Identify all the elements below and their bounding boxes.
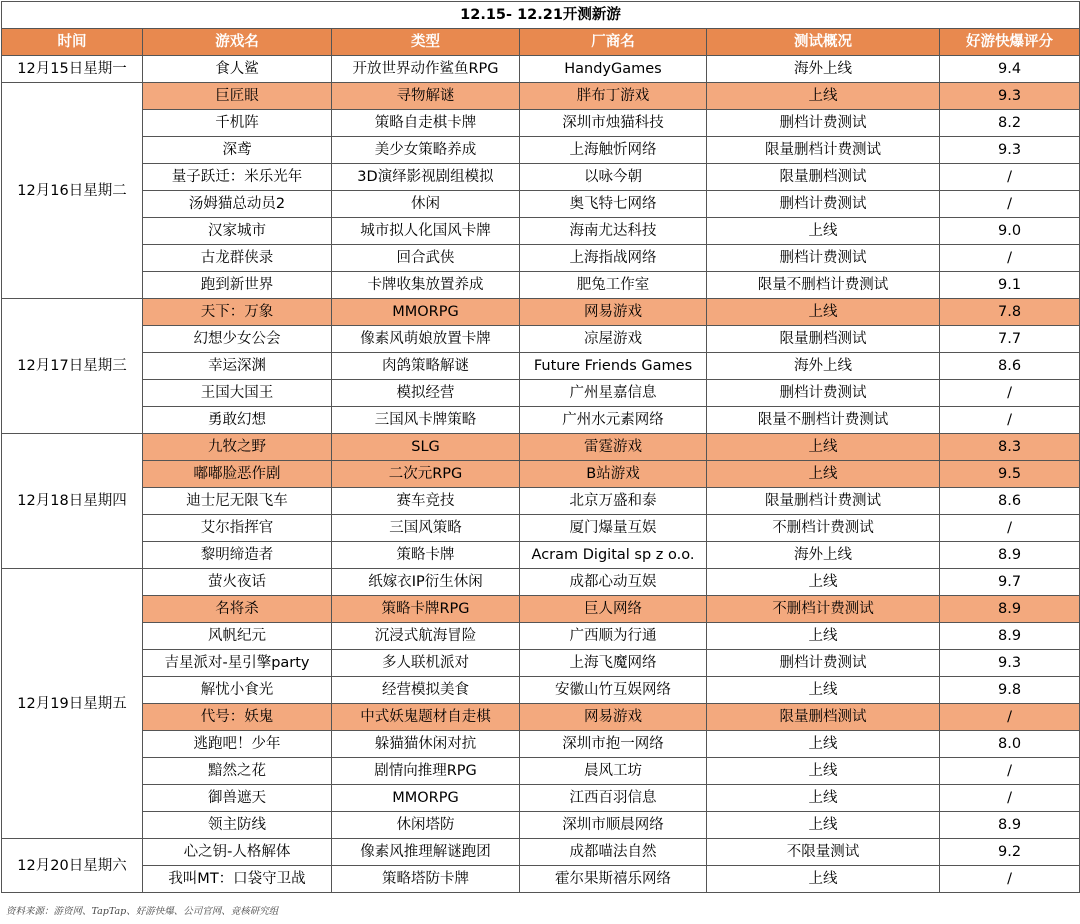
test-status-cell: 删档计费测试 bbox=[707, 245, 940, 272]
test-status-cell: 上线 bbox=[707, 812, 940, 839]
game-name-cell: 代号：妖鬼 bbox=[143, 704, 332, 731]
score-cell: 9.4 bbox=[940, 56, 1080, 83]
game-type-cell: 纸嫁衣IP衍生休闲 bbox=[332, 569, 520, 596]
game-name-cell: 名将杀 bbox=[143, 596, 332, 623]
score-cell: / bbox=[940, 758, 1080, 785]
score-cell: 9.0 bbox=[940, 218, 1080, 245]
game-type-cell: 三国风卡牌策略 bbox=[332, 407, 520, 434]
game-type-cell: 二次元RPG bbox=[332, 461, 520, 488]
date-cell: 12月16日星期二 bbox=[2, 83, 143, 299]
date-cell: 12月19日星期五 bbox=[2, 569, 143, 839]
table-row bbox=[2, 542, 1080, 569]
test-status-cell: 海外上线 bbox=[707, 56, 940, 83]
table-title: 12.15- 12.21开测新游 bbox=[2, 2, 1080, 29]
test-status-cell: 上线 bbox=[707, 434, 940, 461]
table-row bbox=[2, 218, 1080, 245]
test-status-cell: 限量删档计费测试 bbox=[707, 137, 940, 164]
score-cell: / bbox=[940, 164, 1080, 191]
test-status-cell: 上线 bbox=[707, 299, 940, 326]
vendor-cell: 巨人网络 bbox=[520, 596, 707, 623]
table-row bbox=[2, 515, 1080, 542]
table-row bbox=[2, 488, 1080, 515]
test-status-cell: 不删档计费测试 bbox=[707, 515, 940, 542]
score-cell: 9.5 bbox=[940, 461, 1080, 488]
table-row bbox=[2, 461, 1080, 488]
game-name-cell: 汉家城市 bbox=[143, 218, 332, 245]
game-type-cell: 三国风策略 bbox=[332, 515, 520, 542]
score-cell: 9.3 bbox=[940, 83, 1080, 110]
score-cell: 8.6 bbox=[940, 353, 1080, 380]
header-game-name: 游戏名 bbox=[143, 29, 332, 56]
test-status-cell: 上线 bbox=[707, 731, 940, 758]
table-row bbox=[2, 56, 1080, 83]
score-cell: / bbox=[940, 191, 1080, 218]
game-name-cell: 黎明缔造者 bbox=[143, 542, 332, 569]
game-type-cell: 策略卡牌RPG bbox=[332, 596, 520, 623]
game-type-cell: 策略塔防卡牌 bbox=[332, 866, 520, 893]
game-type-cell: 策略自走棋卡牌 bbox=[332, 110, 520, 137]
score-cell: 8.9 bbox=[940, 596, 1080, 623]
game-name-cell: 领主防线 bbox=[143, 812, 332, 839]
test-status-cell: 不限量测试 bbox=[707, 839, 940, 866]
game-name-cell: 风帆纪元 bbox=[143, 623, 332, 650]
game-type-cell: 休闲塔防 bbox=[332, 812, 520, 839]
game-name-cell: 量子跃迁：米乐光年 bbox=[143, 164, 332, 191]
header-score: 好游快爆评分 bbox=[940, 29, 1080, 56]
table-row bbox=[2, 191, 1080, 218]
score-cell: 9.8 bbox=[940, 677, 1080, 704]
vendor-cell: B站游戏 bbox=[520, 461, 707, 488]
vendor-cell: Future Friends Games bbox=[520, 353, 707, 380]
test-status-cell: 上线 bbox=[707, 83, 940, 110]
game-name-cell: 我叫MT：口袋守卫战 bbox=[143, 866, 332, 893]
vendor-cell: 广州水元素网络 bbox=[520, 407, 707, 434]
vendor-cell: Acram Digital sp z o.o. bbox=[520, 542, 707, 569]
vendor-cell: 厦门爆量互娱 bbox=[520, 515, 707, 542]
score-cell: / bbox=[940, 704, 1080, 731]
test-status-cell: 海外上线 bbox=[707, 353, 940, 380]
table-row bbox=[2, 434, 1080, 461]
vendor-cell: 霍尔果斯禧乐网络 bbox=[520, 866, 707, 893]
game-type-cell: 美少女策略养成 bbox=[332, 137, 520, 164]
table-row bbox=[2, 731, 1080, 758]
vendor-cell: 江西百羽信息 bbox=[520, 785, 707, 812]
game-type-cell: 经营模拟美食 bbox=[332, 677, 520, 704]
table-row bbox=[2, 380, 1080, 407]
score-cell: 8.6 bbox=[940, 488, 1080, 515]
game-type-cell: 像素风推理解谜跑团 bbox=[332, 839, 520, 866]
score-cell: 7.8 bbox=[940, 299, 1080, 326]
test-status-cell: 上线 bbox=[707, 218, 940, 245]
game-name-cell: 吉星派对-星引擎party bbox=[143, 650, 332, 677]
game-type-cell: SLG bbox=[332, 434, 520, 461]
date-cell: 12月20日星期六 bbox=[2, 839, 143, 893]
table-row bbox=[2, 137, 1080, 164]
game-type-cell: 沉浸式航海冒险 bbox=[332, 623, 520, 650]
vendor-cell: 胖布丁游戏 bbox=[520, 83, 707, 110]
score-cell: / bbox=[940, 380, 1080, 407]
table-row bbox=[2, 407, 1080, 434]
game-type-cell: 像素风萌娘放置卡牌 bbox=[332, 326, 520, 353]
test-status-cell: 限量删档计费测试 bbox=[707, 488, 940, 515]
score-cell: 8.9 bbox=[940, 812, 1080, 839]
date-cell: 12月15日星期一 bbox=[2, 56, 143, 83]
score-cell: 8.9 bbox=[940, 542, 1080, 569]
vendor-cell: 肥兔工作室 bbox=[520, 272, 707, 299]
table-row bbox=[2, 353, 1080, 380]
game-name-cell: 食人鲨 bbox=[143, 56, 332, 83]
vendor-cell: 深圳市烛猫科技 bbox=[520, 110, 707, 137]
score-cell: 9.1 bbox=[940, 272, 1080, 299]
score-cell: 8.3 bbox=[940, 434, 1080, 461]
game-name-cell: 古龙群侠录 bbox=[143, 245, 332, 272]
score-cell: 9.3 bbox=[940, 650, 1080, 677]
game-type-cell: 肉鸽策略解谜 bbox=[332, 353, 520, 380]
table-row bbox=[2, 758, 1080, 785]
date-cell: 12月17日星期三 bbox=[2, 299, 143, 434]
game-name-cell: 汤姆猫总动员2 bbox=[143, 191, 332, 218]
game-type-cell: 开放世界动作鲨鱼RPG bbox=[332, 56, 520, 83]
game-name-cell: 心之钥-人格解体 bbox=[143, 839, 332, 866]
table-row bbox=[2, 839, 1080, 866]
game-type-cell: 剧情向推理RPG bbox=[332, 758, 520, 785]
game-name-cell: 幸运深渊 bbox=[143, 353, 332, 380]
test-status-cell: 限量不删档计费测试 bbox=[707, 407, 940, 434]
table-row bbox=[2, 326, 1080, 353]
vendor-cell: 晨风工坊 bbox=[520, 758, 707, 785]
table-row bbox=[2, 812, 1080, 839]
game-name-cell: 天下：万象 bbox=[143, 299, 332, 326]
header-type: 类型 bbox=[332, 29, 520, 56]
game-name-cell: 黯然之花 bbox=[143, 758, 332, 785]
game-type-cell: 寻物解谜 bbox=[332, 83, 520, 110]
vendor-cell: 北京万盛和泰 bbox=[520, 488, 707, 515]
game-name-cell: 巨匠眼 bbox=[143, 83, 332, 110]
game-name-cell: 解忧小食光 bbox=[143, 677, 332, 704]
score-cell: / bbox=[940, 515, 1080, 542]
vendor-cell: 海南尤达科技 bbox=[520, 218, 707, 245]
score-cell: 9.7 bbox=[940, 569, 1080, 596]
game-name-cell: 勇敢幻想 bbox=[143, 407, 332, 434]
table-row bbox=[2, 650, 1080, 677]
table-row bbox=[2, 677, 1080, 704]
test-status-cell: 删档计费测试 bbox=[707, 110, 940, 137]
test-status-cell: 限量不删档计费测试 bbox=[707, 272, 940, 299]
table-row bbox=[2, 623, 1080, 650]
vendor-cell: 深圳市抱一网络 bbox=[520, 731, 707, 758]
game-type-cell: 赛车竞技 bbox=[332, 488, 520, 515]
vendor-cell: 广西顺为行通 bbox=[520, 623, 707, 650]
table-row bbox=[2, 272, 1080, 299]
table-row bbox=[2, 569, 1080, 596]
vendor-cell: 深圳市顺晨网络 bbox=[520, 812, 707, 839]
table-row bbox=[2, 299, 1080, 326]
game-type-cell: 卡牌收集放置养成 bbox=[332, 272, 520, 299]
game-type-cell: 中式妖鬼题材自走棋 bbox=[332, 704, 520, 731]
test-status-cell: 删档计费测试 bbox=[707, 191, 940, 218]
game-name-cell: 嘟嘟脸恶作剧 bbox=[143, 461, 332, 488]
source-note: 资料来源：游资网、TapTap、好游快爆、公司官网、竞核研究组 bbox=[6, 906, 279, 917]
vendor-cell: 网易游戏 bbox=[520, 704, 707, 731]
game-type-cell: 3D演绎影视剧组模拟 bbox=[332, 164, 520, 191]
table-row bbox=[2, 596, 1080, 623]
vendor-cell: 网易游戏 bbox=[520, 299, 707, 326]
game-name-cell: 萤火夜话 bbox=[143, 569, 332, 596]
game-name-cell: 王国大国王 bbox=[143, 380, 332, 407]
game-name-cell: 艾尔指挥官 bbox=[143, 515, 332, 542]
vendor-cell: 奥飞特七网络 bbox=[520, 191, 707, 218]
score-cell: 9.2 bbox=[940, 839, 1080, 866]
test-status-cell: 限量删档测试 bbox=[707, 164, 940, 191]
test-status-cell: 上线 bbox=[707, 623, 940, 650]
table-row bbox=[2, 110, 1080, 137]
game-type-cell: 策略卡牌 bbox=[332, 542, 520, 569]
score-cell: 9.3 bbox=[940, 137, 1080, 164]
game-name-cell: 千机阵 bbox=[143, 110, 332, 137]
game-name-cell: 逃跑吧！少年 bbox=[143, 731, 332, 758]
vendor-cell: 成都喵法自然 bbox=[520, 839, 707, 866]
test-status-cell: 限量删档测试 bbox=[707, 326, 940, 353]
vendor-cell: 上海指战网络 bbox=[520, 245, 707, 272]
vendor-cell: 凉屋游戏 bbox=[520, 326, 707, 353]
game-name-cell: 深鸢 bbox=[143, 137, 332, 164]
score-cell: / bbox=[940, 785, 1080, 812]
game-type-cell: 城市拟人化国风卡牌 bbox=[332, 218, 520, 245]
schedule-table bbox=[1, 1, 1080, 893]
table-row bbox=[2, 83, 1080, 110]
game-name-cell: 御兽遮天 bbox=[143, 785, 332, 812]
test-status-cell: 上线 bbox=[707, 461, 940, 488]
test-status-cell: 上线 bbox=[707, 758, 940, 785]
game-name-cell: 跑到新世界 bbox=[143, 272, 332, 299]
test-status-cell: 上线 bbox=[707, 677, 940, 704]
score-cell: / bbox=[940, 245, 1080, 272]
vendor-cell: 广州星嘉信息 bbox=[520, 380, 707, 407]
table-row bbox=[2, 704, 1080, 731]
date-cell: 12月18日星期四 bbox=[2, 434, 143, 569]
table-row bbox=[2, 164, 1080, 191]
test-status-cell: 海外上线 bbox=[707, 542, 940, 569]
test-status-cell: 上线 bbox=[707, 785, 940, 812]
table-row bbox=[2, 245, 1080, 272]
test-status-cell: 不删档计费测试 bbox=[707, 596, 940, 623]
header-test-status: 测试概况 bbox=[707, 29, 940, 56]
vendor-cell: 以咏今朝 bbox=[520, 164, 707, 191]
test-status-cell: 限量删档测试 bbox=[707, 704, 940, 731]
vendor-cell: 成都心动互娱 bbox=[520, 569, 707, 596]
test-status-cell: 上线 bbox=[707, 866, 940, 893]
vendor-cell: 上海触忻网络 bbox=[520, 137, 707, 164]
table-row bbox=[2, 785, 1080, 812]
score-cell: 7.7 bbox=[940, 326, 1080, 353]
header-row bbox=[2, 29, 1080, 56]
score-cell: / bbox=[940, 407, 1080, 434]
test-status-cell: 删档计费测试 bbox=[707, 380, 940, 407]
header-vendor: 厂商名 bbox=[520, 29, 707, 56]
vendor-cell: 安徽山竹互娱网络 bbox=[520, 677, 707, 704]
game-type-cell: 模拟经营 bbox=[332, 380, 520, 407]
game-type-cell: 躲猫猫休闲对抗 bbox=[332, 731, 520, 758]
test-status-cell: 删档计费测试 bbox=[707, 650, 940, 677]
score-cell: 8.0 bbox=[940, 731, 1080, 758]
header-time: 时间 bbox=[2, 29, 143, 56]
game-type-cell: MMORPG bbox=[332, 785, 520, 812]
game-name-cell: 幻想少女公会 bbox=[143, 326, 332, 353]
vendor-cell: 上海飞魔网络 bbox=[520, 650, 707, 677]
game-type-cell: MMORPG bbox=[332, 299, 520, 326]
vendor-cell: 雷霆游戏 bbox=[520, 434, 707, 461]
test-status-cell: 上线 bbox=[707, 569, 940, 596]
game-name-cell: 迪士尼无限飞车 bbox=[143, 488, 332, 515]
game-name-cell: 九牧之野 bbox=[143, 434, 332, 461]
score-cell: 8.2 bbox=[940, 110, 1080, 137]
game-type-cell: 休闲 bbox=[332, 191, 520, 218]
score-cell: / bbox=[940, 866, 1080, 893]
table-row bbox=[2, 866, 1080, 893]
game-type-cell: 多人联机派对 bbox=[332, 650, 520, 677]
score-cell: 8.9 bbox=[940, 623, 1080, 650]
vendor-cell: HandyGames bbox=[520, 56, 707, 83]
game-type-cell: 回合武侠 bbox=[332, 245, 520, 272]
